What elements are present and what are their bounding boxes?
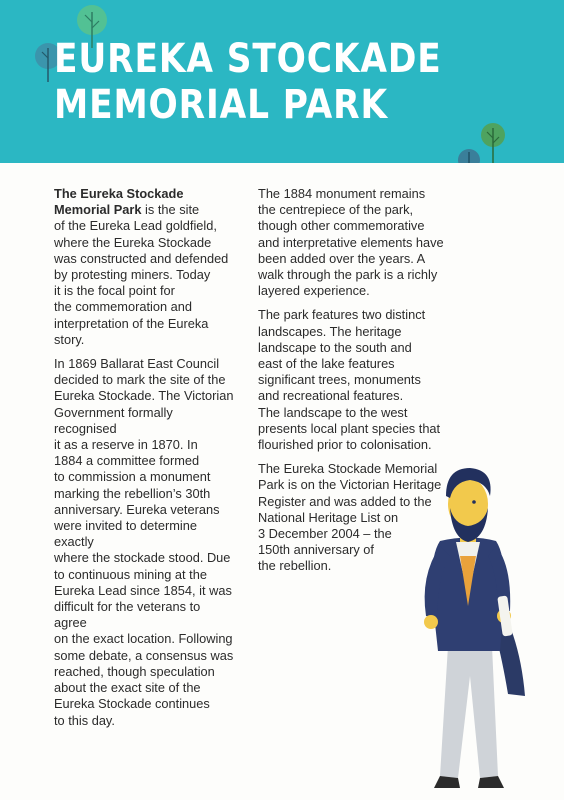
left-column — [54, 186, 236, 737]
landscapes-paragraph: The park features two distinct landscapes. The heritage landscape to the south and east of the lake features significant trees, monuments and recreational features. The landscape to the west presents local plant species that flourished prior to colonisation. — [258, 307, 441, 453]
history-paragraph: In 1869 Ballarat East Council decided to mark the site of the Eureka Stockade. The Victorian Government formally recognised it as a reserve in 1870. In 1884 a committee formed to commission a monument marking the rebellion’s 30th anniversary. Eureka veterans were invited to determine exactly where the stockade stood. Due to continuous mining at the Eureka Lead since 1854, it was difficult for the veterans to agree on the exact location. Following some debate, a consensus was reached, though speculation about the exact site of the Eureka Stockade continues to this day. — [54, 356, 234, 728]
miner-figure-illustration — [400, 446, 550, 796]
title-line-2: MEMORIAL PARK — [54, 82, 389, 128]
page-title — [54, 36, 442, 128]
tree-icon — [454, 146, 484, 163]
title-line-1: EUREKA STOCKADE — [54, 36, 442, 82]
heritage-paragraph: The Eureka Stockade Memorial Park is on the Victorian Heritage Register and was added to the National Heritage List on 3 December 2004 – the 150th anniversary of the rebellion. — [258, 461, 442, 574]
intro-body: is the site of the Eureka Lead goldfield, where the Eureka Stockade was constructed and defended by protesting miners. Today it is the focal point for the commemoration and interpretation of the Eureka story. — [54, 202, 229, 347]
header-banner — [0, 0, 564, 163]
monument-paragraph: The 1884 monument remains the centrepiece of the park, though other commemorative and interpretative elements have been added over the years. A walk through the park is a richly layered experience. — [258, 186, 444, 299]
intro-lead: The Eureka Stockade Memorial Park — [54, 186, 184, 218]
intro-paragraph — [54, 186, 236, 348]
